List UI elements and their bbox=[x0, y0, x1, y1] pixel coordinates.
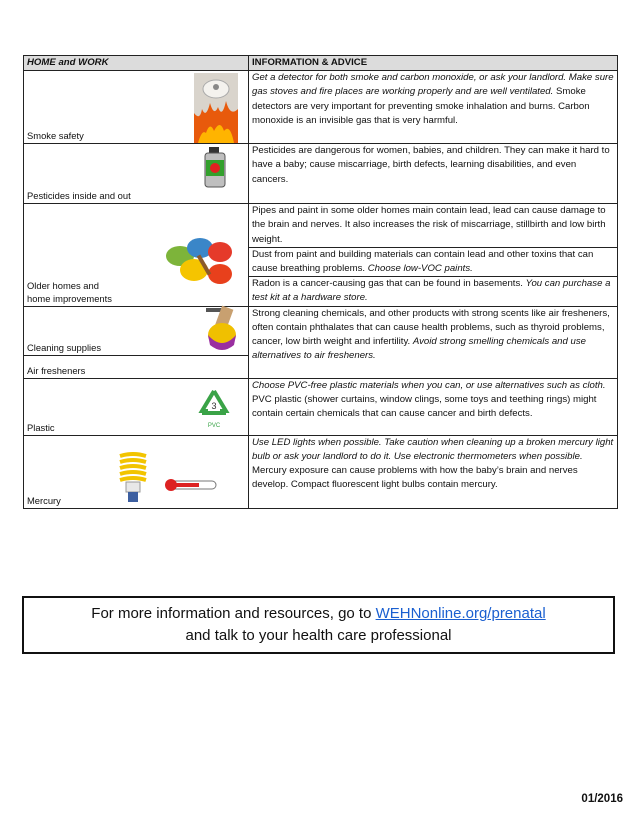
wehn-link[interactable]: WEHNonline.org/prenatal bbox=[375, 605, 546, 622]
row-label-plastic: Plastic bbox=[27, 421, 55, 433]
resources-line-2: and talk to your health care professional bbox=[185, 627, 452, 644]
row-label-smoke-safety: Smoke safety bbox=[27, 130, 84, 142]
advice-text: Radon is a cancer-causing gas that can be found in basements. bbox=[252, 278, 526, 290]
paint-cans-icon bbox=[164, 236, 238, 288]
advice-italic: Get a detector for both smoke and carbon monoxide, or ask your landlord. Make sure gas stoves and fire places are working properly and are well ventilated. bbox=[252, 72, 614, 98]
table-row bbox=[24, 144, 618, 204]
thermometer-icon bbox=[164, 478, 218, 492]
row-advice-dust bbox=[249, 247, 618, 276]
table-row bbox=[24, 204, 618, 248]
row-label-older-homes: Older homes and bbox=[27, 279, 99, 291]
advice-italic: You can purchase a test kit at a hardware store. bbox=[252, 278, 611, 304]
row-label-cell bbox=[24, 71, 249, 144]
row-label-cell bbox=[24, 144, 249, 204]
advice-text: Smoke detectors are very important for preventing smoke inhalation and burns. Carbon monoxide is an invisible gas that is very harmful. bbox=[252, 86, 590, 126]
advice-italic: Choose low-VOC paints. bbox=[367, 263, 473, 275]
advice-text: Strong cleaning chemicals, and other products with strong scents like air fresheners, often contain phthalates that can cause health problems, such as thyroid problems, cancer, low birth weight and infertility. bbox=[252, 307, 610, 348]
advice-text: PVC plastic (shower curtains, window clings, some toys and teething rings) might contain certain chemicals that can cause cancer and birth defects. bbox=[252, 393, 597, 420]
row-advice-lead bbox=[249, 204, 618, 248]
resources-line-1 bbox=[24, 603, 613, 625]
advice-italic: Use LED lights when possible. Take caution when cleaning up a broken mercury light bulb or ask your landlord to do it. Use electronic thermometers when possible. bbox=[252, 436, 614, 462]
row-advice-smoke bbox=[249, 71, 618, 144]
cfl-bulb-icon bbox=[116, 452, 150, 506]
table-row bbox=[24, 378, 618, 435]
header-information-advice: INFORMATION & ADVICE bbox=[249, 56, 618, 71]
row-advice-radon bbox=[249, 277, 618, 306]
info-table bbox=[23, 55, 618, 509]
row-label-cell bbox=[24, 435, 249, 508]
row-advice-pesticides bbox=[249, 144, 618, 204]
spray-can-icon bbox=[200, 147, 230, 189]
table-row bbox=[24, 306, 618, 355]
row-label-cell bbox=[24, 306, 249, 355]
resources-box bbox=[22, 596, 615, 654]
row-label-cleaning-supplies: Cleaning supplies bbox=[27, 341, 102, 353]
pvc-recycle-icon bbox=[196, 389, 232, 431]
pvc-label: PVC bbox=[207, 422, 221, 429]
cleaning-bucket-icon bbox=[204, 305, 240, 351]
advice-text: Mercury exposure can cause problems with how the baby’s brain and nerves develop. Compact fluorescent light bulbs contain mercury. bbox=[252, 465, 578, 491]
row-advice-mercury bbox=[249, 435, 618, 508]
table-row bbox=[24, 435, 618, 508]
row-advice-plastic bbox=[249, 378, 618, 435]
row-label-home-improvements: home improvements bbox=[27, 292, 112, 304]
row-label-cell bbox=[24, 378, 249, 435]
row-label-air-fresheners: Air fresheners bbox=[27, 364, 86, 376]
pvc-number: 3 bbox=[211, 400, 217, 411]
table-header-row bbox=[24, 56, 618, 71]
document-date: 01/2016 bbox=[581, 793, 623, 805]
advice-text: Dust from paint and building materials can contain lead and other toxins that can cause breathing problems. bbox=[252, 248, 594, 275]
row-label-cell bbox=[24, 204, 249, 306]
resources-intro-text: For more information and resources, go to bbox=[91, 605, 376, 622]
advice-italic: Avoid strong smelling chemicals and use alternatives to air fresheners. bbox=[252, 336, 586, 362]
smoke-detector-icon bbox=[194, 73, 238, 143]
table-row bbox=[24, 71, 618, 144]
header-home-work: HOME and WORK bbox=[24, 56, 249, 71]
advice-italic: Choose PVC-free plastic materials when you can, or use alternatives such as cloth. bbox=[252, 379, 606, 391]
row-label-mercury: Mercury bbox=[27, 494, 61, 506]
row-label-cell bbox=[24, 355, 249, 378]
row-label-pesticides: Pesticides inside and out bbox=[27, 190, 131, 202]
advice-text: Pipes and paint in some older homes main contain lead, lead can cause damage to the brain and nerves. It also increases the risk of miscarriage, stillbirth and low birth weight. bbox=[252, 205, 606, 245]
advice-text: Pesticides are dangerous for women, babies, and children. They can make it hard to have a baby; cause miscarriage, birth defects, learning disabilities, and even cancers. bbox=[252, 145, 610, 185]
row-advice-cleaning bbox=[249, 306, 618, 378]
